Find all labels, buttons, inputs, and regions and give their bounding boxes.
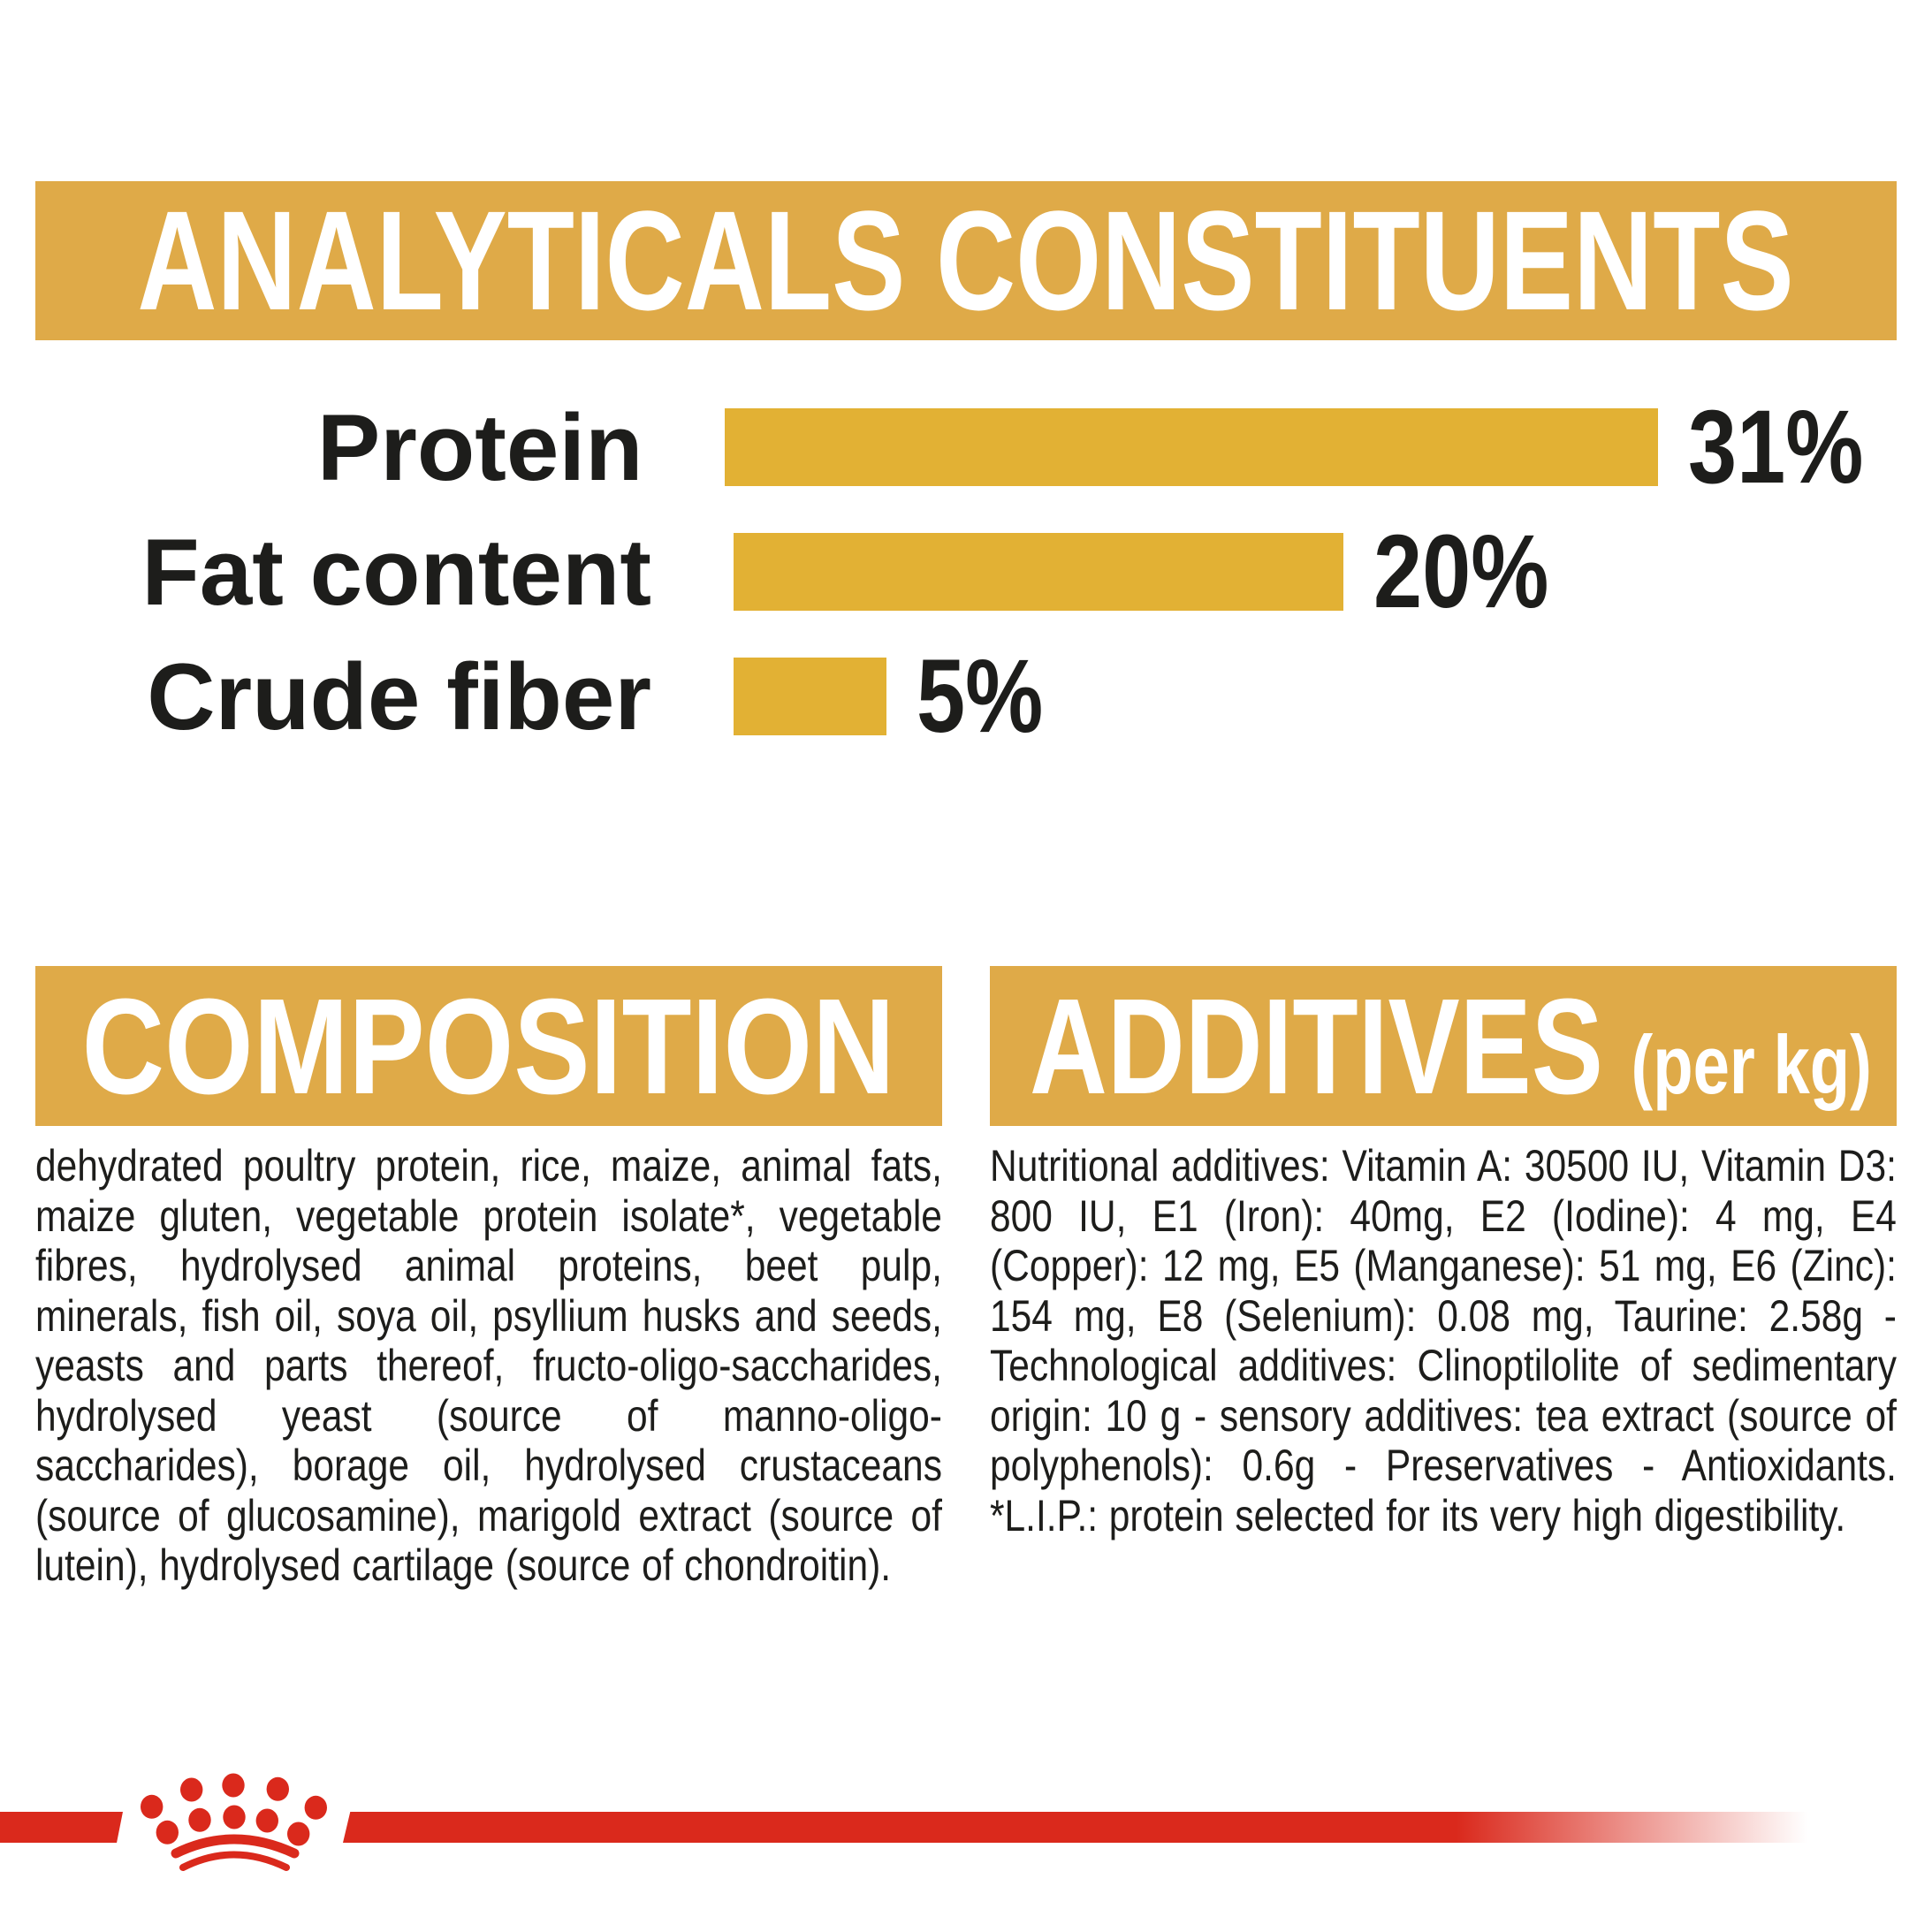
- nutrient-label: Protein: [316, 393, 643, 500]
- composition-title: COMPOSITION: [82, 970, 895, 1122]
- chart-row: [35, 513, 1897, 630]
- nutrient-value: 20%: [1373, 513, 1549, 630]
- additives-subtitle: (per kg): [1631, 1017, 1872, 1111]
- nutrient-bar: [734, 658, 886, 735]
- composition-banner: [35, 966, 942, 1126]
- crown-arcs: [176, 1839, 294, 1867]
- nutrient-bar: [725, 408, 1657, 486]
- additives-body: Nutritional additives: Vitamin A: 30500 IU, Vitamin D3: 800 IU, E1 (Iron): 40mg, E2 (Iodine): 4 mg, E4 (Copper): 12 mg, E5 (Manganese): 51 mg, E6 (Zinc): 154 mg, E8 (Selenium): 0.08 mg, Taurine: 2.58g - Technological additives: Clinoptilolite of sedimentary origin: 10 g - sensory additives: tea extract (source of polyphenols): 0.6g - Preservatives - Antioxidants. *L.I.P.: protein selected for its very high digestibility.: [990, 1141, 1897, 1540]
- nutrient-label: Crude fiber: [147, 643, 651, 749]
- nutrient-value: 31%: [1687, 389, 1864, 506]
- composition-body: dehydrated poultry protein, rice, maize, animal fats, maize gluten, vegetable protein isolate*, vegetable fibres, hydrolysed animal proteins, beet pulp, minerals, fish oil, soya oil, psyllium husks and seeds, yeasts and parts thereof, fructo-oligo-saccharides, hydrolysed yeast (source of manno-oligo-saccharides), borage oil, hydrolysed crustaceans (source of glucosamine), marigold extract (source of lutein), hydrolysed cartilage (source of chondroitin).: [35, 1141, 942, 1590]
- additives-title-group: [1030, 970, 1872, 1122]
- chart-row: [35, 638, 1897, 755]
- royal-canin-crown-icon: [84, 1763, 384, 1905]
- chart-row: [35, 389, 1897, 506]
- analyticals-bar-chart: [35, 389, 1897, 782]
- analyticals-banner: [35, 181, 1897, 340]
- nutrient-label: Fat content: [141, 518, 651, 625]
- footer-ribbon-right: [343, 1812, 1807, 1843]
- additives-title: ADDITIVES: [1030, 970, 1603, 1122]
- nutrient-bar: [734, 533, 1343, 611]
- nutrient-value: 5%: [917, 638, 1044, 755]
- additives-banner: [990, 966, 1897, 1126]
- analyticals-banner-title: ANALYTICALS CONSTITUENTS: [137, 181, 1795, 339]
